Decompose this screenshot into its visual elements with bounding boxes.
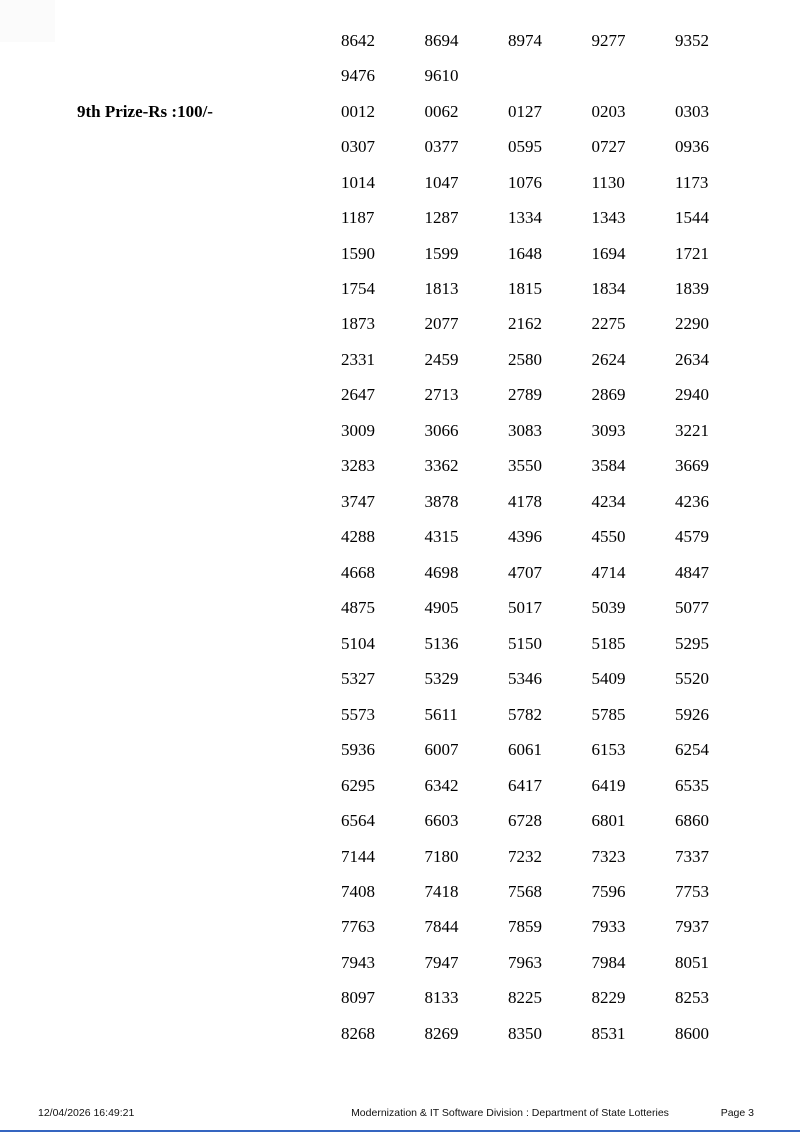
- ticket-number: 0303: [675, 101, 709, 121]
- ticket-number: 7859: [508, 917, 542, 937]
- ticket-number: 5785: [591, 704, 626, 724]
- ticket-number: 7418: [424, 881, 459, 901]
- ticket-number: 3747: [341, 491, 375, 511]
- ticket-number: 4707: [508, 562, 542, 582]
- result-row: [0, 768, 800, 803]
- result-row: [0, 555, 800, 590]
- ticket-number: 1014: [341, 172, 375, 192]
- ticket-number: 3221: [675, 420, 709, 440]
- ticket-number: 1813: [424, 279, 459, 299]
- ticket-number: 8133: [424, 988, 459, 1008]
- ticket-number: 9610: [424, 66, 459, 86]
- ticket-number: 0307: [341, 137, 375, 157]
- ticket-number: 4905: [424, 598, 459, 618]
- result-row: [0, 378, 800, 413]
- ticket-number: 4875: [341, 598, 375, 618]
- ticket-number: 5136: [424, 633, 459, 653]
- ticket-number: 3009: [341, 420, 375, 440]
- ticket-number: 4396: [508, 527, 542, 547]
- result-row: [0, 910, 800, 945]
- ticket-number: 6535: [675, 775, 709, 795]
- ticket-number: 1873: [341, 314, 375, 334]
- ticket-number: 0012: [341, 101, 375, 121]
- ticket-number: 4847: [675, 562, 709, 582]
- ticket-number: 8269: [424, 1023, 459, 1043]
- result-row: [0, 342, 800, 377]
- ticket-number: 8229: [591, 988, 626, 1008]
- ticket-number: 3669: [675, 456, 709, 476]
- footer-datetime: 12/04/2026 16:49:21: [38, 1107, 135, 1119]
- ticket-number: 6417: [508, 775, 542, 795]
- ticket-number: 3283: [341, 456, 375, 476]
- ticket-number: 8642: [341, 30, 375, 50]
- ticket-number: 6860: [675, 811, 709, 831]
- ticket-number: 7323: [591, 846, 626, 866]
- ticket-number: 6342: [424, 775, 459, 795]
- ticket-number: 1130: [591, 172, 625, 192]
- ticket-number: 7232: [508, 846, 542, 866]
- ticket-number: 1343: [591, 208, 626, 228]
- result-row: [0, 1016, 800, 1051]
- ticket-number: 7753: [675, 881, 709, 901]
- ticket-number: 5104: [341, 633, 375, 653]
- ticket-number: 1076: [508, 172, 542, 192]
- ticket-number: 8974: [508, 30, 542, 50]
- ticket-number: 0127: [508, 101, 542, 121]
- ticket-number: 6153: [591, 740, 626, 760]
- ticket-number: 1187: [341, 208, 375, 228]
- ticket-number: 8531: [591, 1023, 626, 1043]
- ticket-number: 4288: [341, 527, 375, 547]
- ticket-number: 1334: [508, 208, 542, 228]
- ticket-number: 2162: [508, 314, 542, 334]
- result-row: [0, 307, 800, 342]
- ticket-number: 2331: [341, 349, 375, 369]
- ticket-number: 6419: [591, 775, 626, 795]
- ticket-number: 0727: [591, 137, 626, 157]
- ticket-number: 1834: [591, 279, 626, 299]
- footer-division: Modernization & IT Software Division : Department of State Lotteries: [351, 1107, 669, 1119]
- ticket-number: 8097: [341, 988, 375, 1008]
- ticket-number: 6564: [341, 811, 375, 831]
- result-row: [0, 803, 800, 838]
- ticket-number: 1047: [424, 172, 459, 192]
- result-row: [0, 661, 800, 696]
- result-row: [0, 236, 800, 271]
- result-row: [0, 23, 800, 58]
- ticket-number: 5295: [675, 633, 709, 653]
- ticket-number: 1815: [508, 279, 542, 299]
- ticket-number: 8225: [508, 988, 542, 1008]
- ticket-number: 7844: [424, 917, 459, 937]
- ticket-number: 0595: [508, 137, 542, 157]
- result-row: [0, 520, 800, 555]
- ticket-number: 9277: [591, 30, 626, 50]
- ticket-number: 5520: [675, 669, 709, 689]
- ticket-number: 1173: [675, 172, 709, 192]
- ticket-number: 2077: [424, 314, 459, 334]
- ticket-number: 7947: [424, 952, 459, 972]
- result-row: [0, 484, 800, 519]
- result-row: [0, 58, 800, 93]
- ticket-number: 1694: [591, 243, 626, 263]
- result-row: [0, 200, 800, 235]
- ticket-number: 7933: [591, 917, 626, 937]
- ticket-number: 1648: [508, 243, 542, 263]
- ticket-number: 5409: [591, 669, 626, 689]
- ticket-number: 7984: [591, 952, 626, 972]
- ticket-number: 8694: [424, 30, 459, 50]
- ticket-number: 6801: [591, 811, 626, 831]
- ticket-number: 7937: [675, 917, 709, 937]
- ticket-number: 2634: [675, 349, 709, 369]
- ticket-number: 8600: [675, 1023, 709, 1043]
- result-row: [0, 874, 800, 909]
- ticket-number: 6603: [424, 811, 459, 831]
- ticket-number: 1754: [341, 279, 375, 299]
- ticket-number: 4668: [341, 562, 375, 582]
- ticket-number: 8350: [508, 1023, 542, 1043]
- ticket-number: 1839: [675, 279, 709, 299]
- result-row: [0, 129, 800, 164]
- ticket-number: 2580: [508, 349, 542, 369]
- ticket-number: 5611: [424, 704, 458, 724]
- ticket-number: 3878: [424, 491, 459, 511]
- prize-label: 9th Prize-Rs :100/-: [77, 101, 213, 121]
- ticket-number: 1544: [675, 208, 709, 228]
- ticket-number: 2940: [675, 385, 709, 405]
- ticket-number: 5150: [508, 633, 542, 653]
- ticket-number: 3550: [508, 456, 542, 476]
- ticket-number: 5926: [675, 704, 709, 724]
- ticket-number: 4236: [675, 491, 709, 511]
- ticket-number: 5329: [424, 669, 459, 689]
- ticket-number: 8268: [341, 1023, 375, 1043]
- ticket-number: 2869: [591, 385, 626, 405]
- ticket-number: 0203: [591, 101, 626, 121]
- ticket-number: 3093: [591, 420, 626, 440]
- result-row: [0, 697, 800, 732]
- ticket-number: 5327: [341, 669, 375, 689]
- ticket-number: 4178: [508, 491, 542, 511]
- ticket-number: 5017: [508, 598, 542, 618]
- ticket-number: 9352: [675, 30, 709, 50]
- result-row: [0, 945, 800, 980]
- ticket-number: 2459: [424, 349, 459, 369]
- page-footer: [0, 1106, 800, 1122]
- ticket-number: 4315: [424, 527, 459, 547]
- ticket-number: 5346: [508, 669, 542, 689]
- result-row: [0, 626, 800, 661]
- ticket-number: 5782: [508, 704, 542, 724]
- ticket-number: 4698: [424, 562, 459, 582]
- ticket-number: 6007: [424, 740, 459, 760]
- ticket-number: 5185: [591, 633, 626, 653]
- ticket-number: 2789: [508, 385, 542, 405]
- ticket-number: 7568: [508, 881, 542, 901]
- ticket-number: 6254: [675, 740, 709, 760]
- result-row: [0, 449, 800, 484]
- ticket-number: 9476: [341, 66, 375, 86]
- footer-page-number: Page 3: [720, 1107, 754, 1119]
- ticket-number: 6061: [508, 740, 542, 760]
- ticket-number: 2647: [341, 385, 375, 405]
- ticket-number: 4714: [591, 562, 626, 582]
- ticket-number: 0936: [675, 137, 709, 157]
- ticket-number: 1590: [341, 243, 375, 263]
- ticket-number: 7337: [675, 846, 709, 866]
- result-row: [0, 591, 800, 626]
- ticket-number: 7596: [591, 881, 626, 901]
- ticket-number: 4579: [675, 527, 709, 547]
- ticket-number: 5039: [591, 598, 626, 618]
- ticket-number: 7943: [341, 952, 375, 972]
- ticket-number: 5077: [675, 598, 709, 618]
- ticket-number: 5573: [341, 704, 375, 724]
- result-row: [0, 839, 800, 874]
- ticket-number: 3584: [591, 456, 626, 476]
- ticket-number: 2713: [424, 385, 459, 405]
- ticket-number: 7408: [341, 881, 375, 901]
- ticket-number: 0377: [424, 137, 459, 157]
- result-row: [0, 94, 800, 129]
- ticket-number: 2275: [591, 314, 626, 334]
- result-row: [0, 271, 800, 306]
- result-row: [0, 413, 800, 448]
- result-number-grid: [0, 23, 800, 1052]
- ticket-number: 7763: [341, 917, 375, 937]
- ticket-number: 6295: [341, 775, 375, 795]
- ticket-number: 7180: [424, 846, 459, 866]
- ticket-number: 0062: [424, 101, 459, 121]
- ticket-number: 8051: [675, 952, 709, 972]
- result-row: [0, 981, 800, 1016]
- ticket-number: 4234: [591, 491, 626, 511]
- ticket-number: 4550: [591, 527, 626, 547]
- ticket-number: 6728: [508, 811, 542, 831]
- ticket-number: 7963: [508, 952, 542, 972]
- ticket-number: 8253: [675, 988, 709, 1008]
- ticket-number: 3362: [424, 456, 459, 476]
- ticket-number: 2624: [591, 349, 626, 369]
- ticket-number: 1599: [424, 243, 459, 263]
- result-row: [0, 732, 800, 767]
- ticket-number: 1287: [424, 208, 459, 228]
- ticket-number: 2290: [675, 314, 709, 334]
- result-row: [0, 165, 800, 200]
- ticket-number: 1721: [675, 243, 709, 263]
- ticket-number: 3066: [424, 420, 459, 440]
- ticket-number: 7144: [341, 846, 375, 866]
- ticket-number: 5936: [341, 740, 375, 760]
- ticket-number: 3083: [508, 420, 542, 440]
